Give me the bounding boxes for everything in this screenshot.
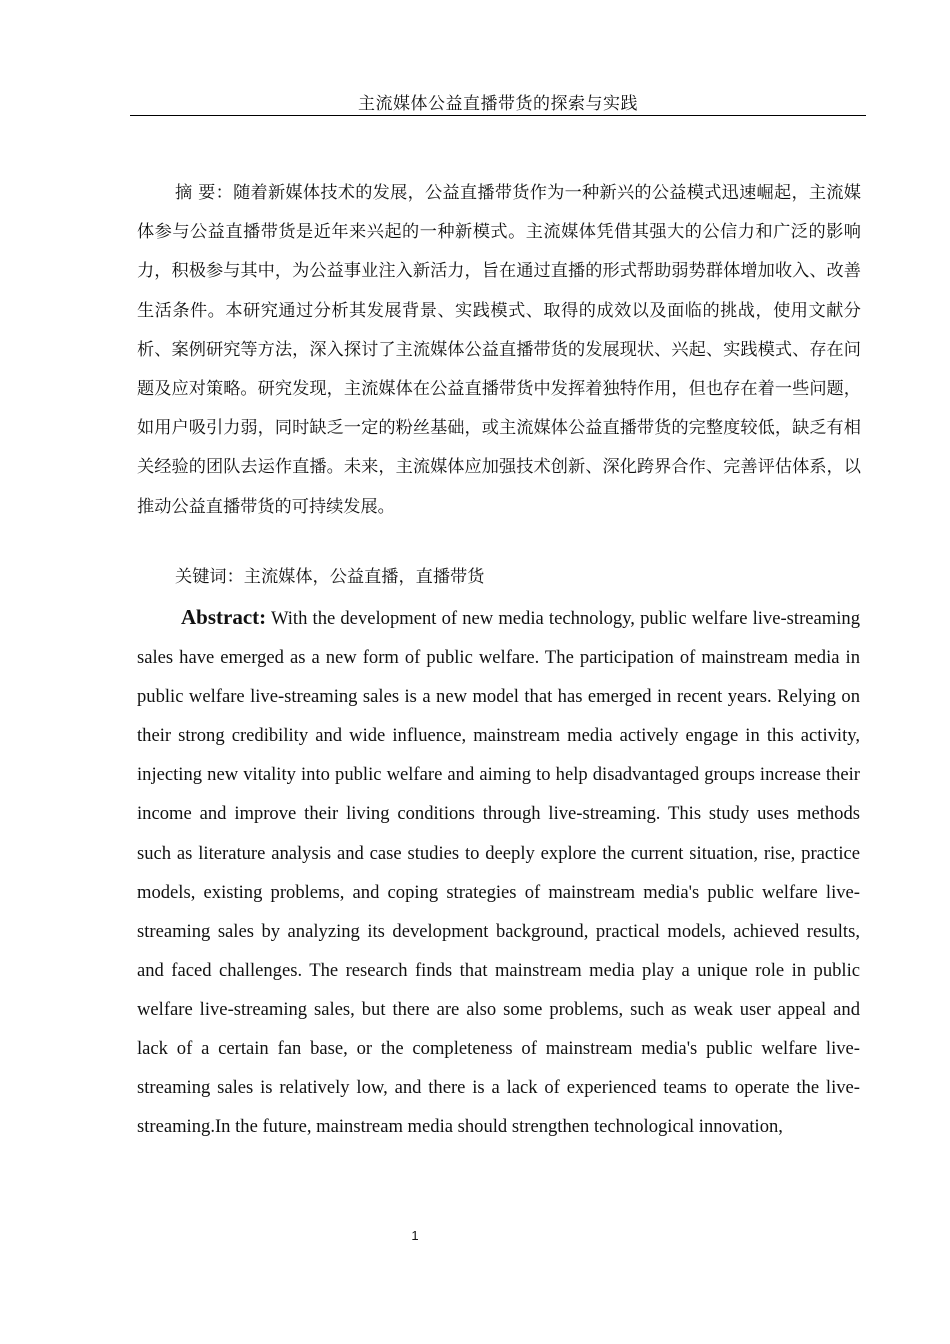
chinese-abstract-label: 摘 要：	[175, 183, 234, 203]
chinese-abstract	[137, 174, 861, 527]
keywords-label: 关键词：	[175, 567, 244, 587]
keywords-line	[175, 565, 861, 589]
running-header: 主流媒体公益直播带货的探索与实践	[358, 94, 638, 114]
header-divider	[130, 115, 866, 116]
page-number: 1	[411, 1228, 419, 1243]
chinese-abstract-text: 随着新媒体技术的发展，公益直播带货作为一种新兴的公益模式迅速崛起，主流媒体参与公益直播带货是近年来兴起的一种新模式。主流媒体凭借其强大的公信力和广泛的影响力，积极参与其中，为公益事业注入新活力，旨在通过直播的形式帮助弱势群体增加收入、改善生活条件。本研究通过分析其发展背景、实践模式、取得的成效以及面临的挑战，使用文献分析、案例研究等方法，深入探讨了主流媒体公益直播带货的发展现状、兴起、实践模式、存在问题及应对策略。研究发现，主流媒体在公益直播带货中发挥着独特作用，但也存在着一些问题，如用户吸引力弱，同时缺乏一定的粉丝基础，或主流媒体公益直播带货的完整度较低，缺乏有相关经验的团队去运作直播。未来，主流媒体应加强技术创新、深化跨界合作、完善评估体系，以推动公益直播带货的可持续发展。	[137, 183, 861, 517]
english-abstract	[137, 598, 860, 1146]
keywords-text: 主流媒体，公益直播，直播带货	[243, 567, 485, 587]
english-abstract-text: With the development of new media technology, public welfare live-streaming sales have emerged as a new form of public welfare. The participation of mainstream media in public welfare live-streaming sales is a new model that has emerged in recent years. Relying on their strong credibility and wide influence, mainstream media actively engage in this activity, injecting new vitality into public welfare and aiming to help disadvantaged groups increase their income and improve their living conditions through live-streaming. This study uses methods such as literature analysis and case studies to deeply explore the current situation, rise, practice models, existing problems, and coping strategies of mainstream media's public welfare live-streaming sales by analyzing its development background, practical models, achieved results, and faced challenges. The research finds that mainstream media play a unique role in public welfare live-streaming sales, but there are also some problems, such as weak user appeal and lack of a certain fan base, or the completeness of mainstream media's public welfare live-streaming sales is relatively low, and there is a lack of experienced teams to operate the live-streaming.In the future, mainstream media should strengthen technological innovation,	[137, 608, 860, 1138]
english-abstract-label: Abstract:	[181, 605, 267, 629]
